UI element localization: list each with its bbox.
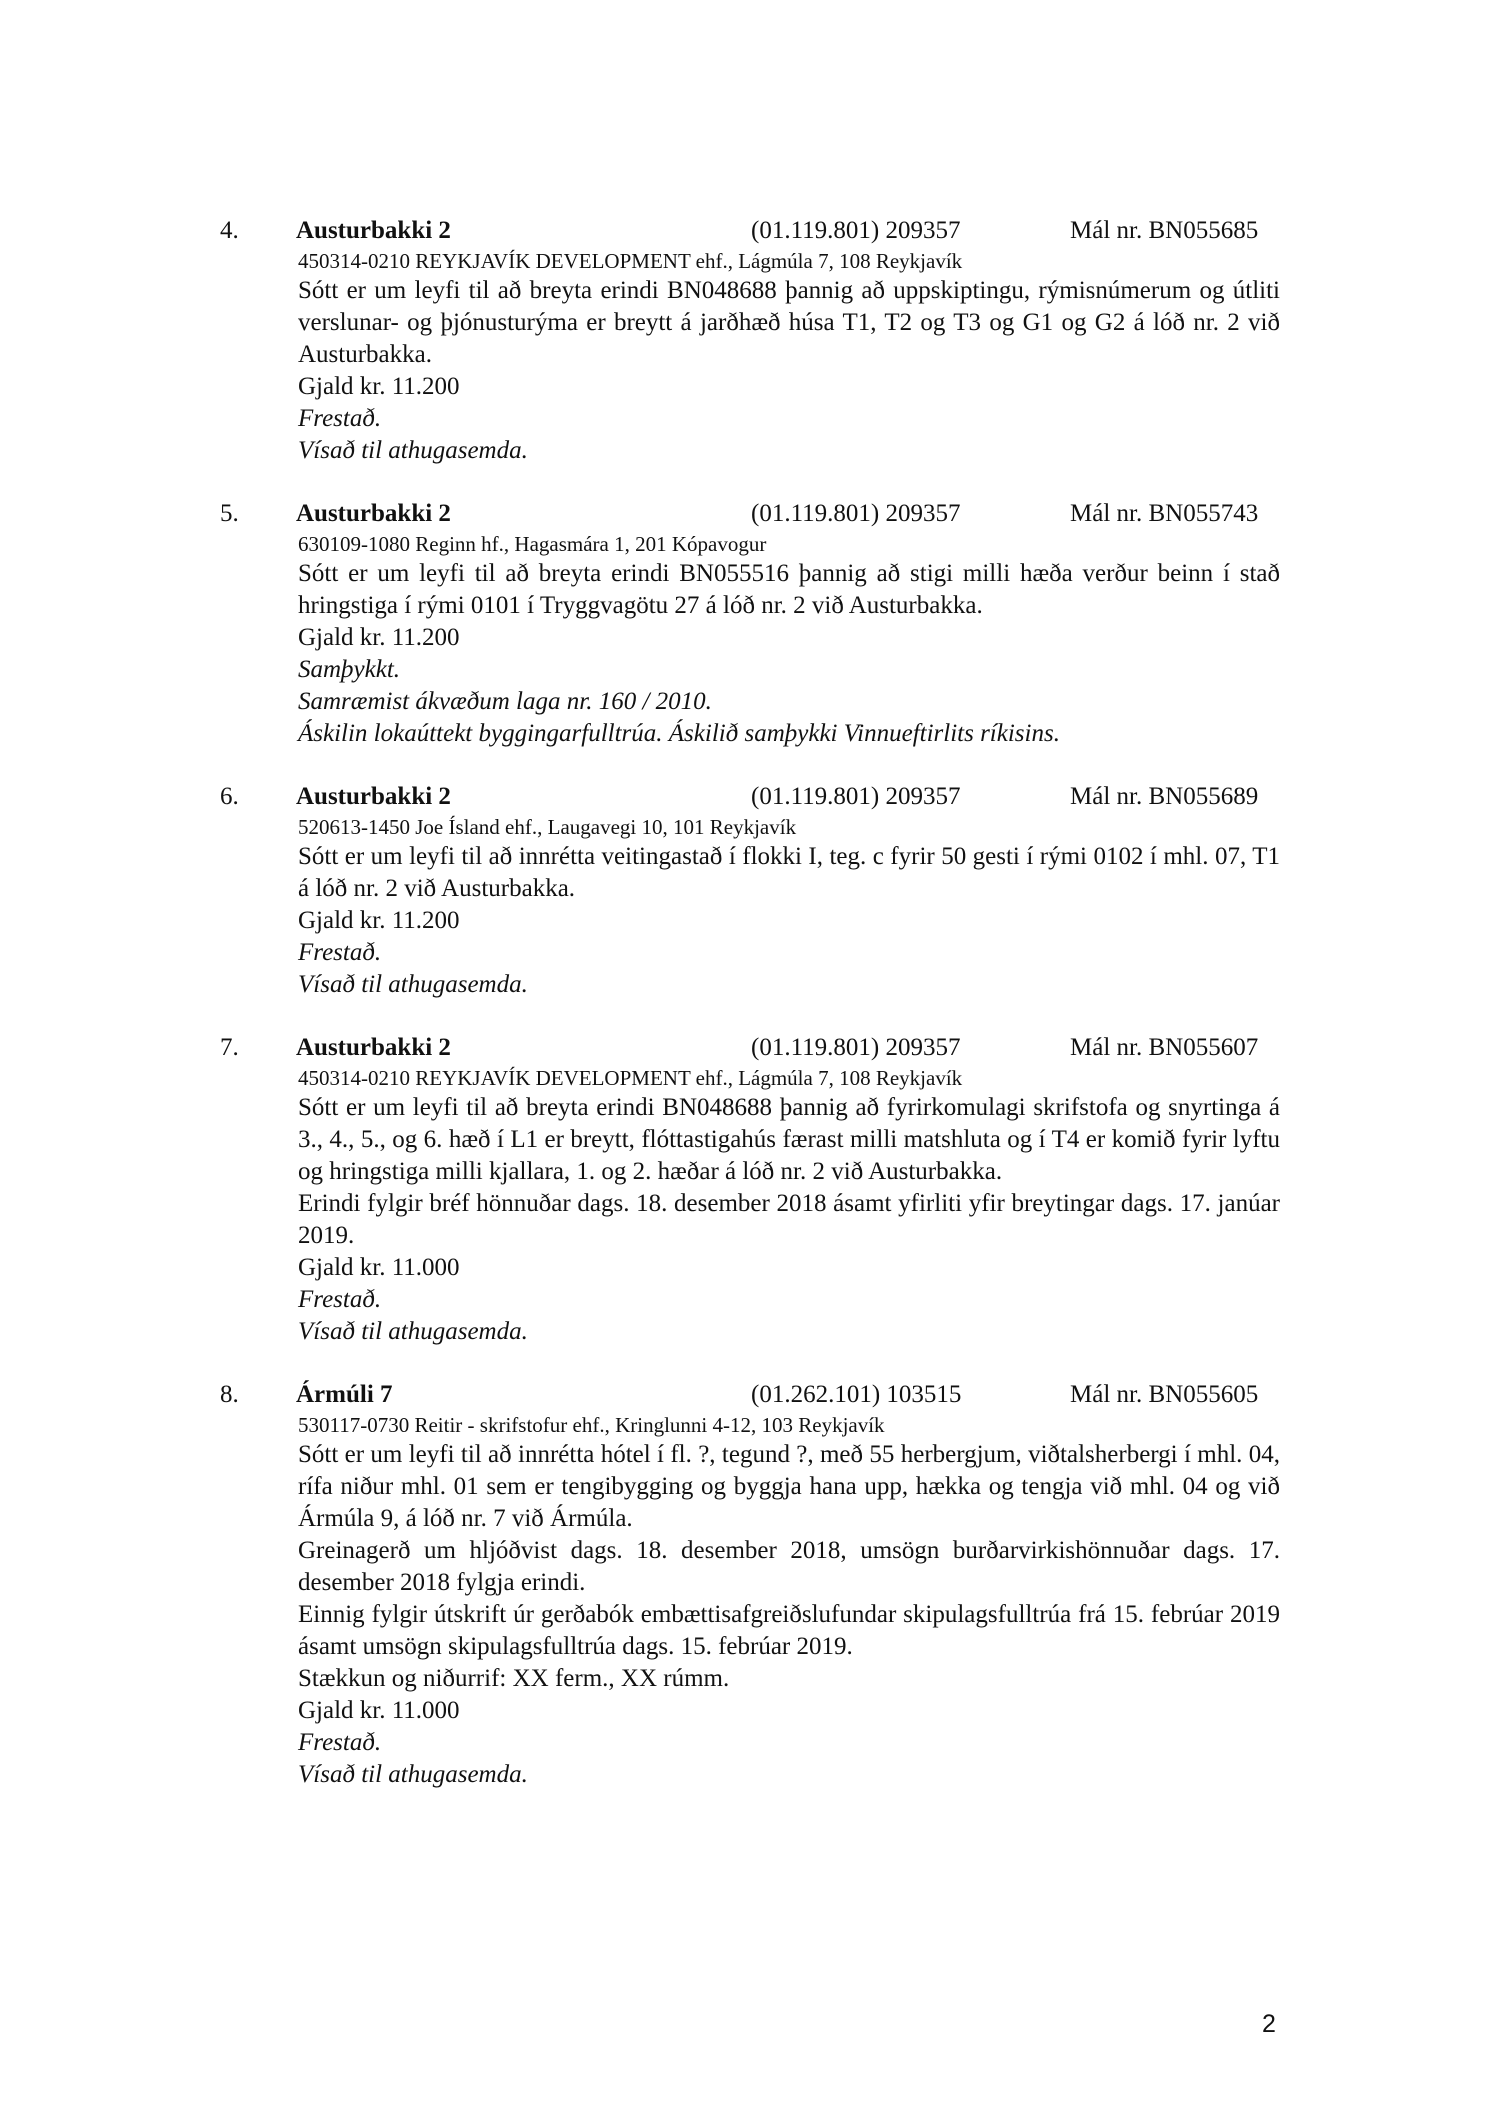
applicant: 630109-1080 Reginn hf., Hagasmára 1, 201 Kópavogur: [298, 532, 767, 556]
decision-line: Vísað til athugasemda.: [298, 1318, 528, 1345]
case-description: Sótt er um leyfi til að breyta erindi BN055516 þannig að stigi milli hæða verður beinn í stað hringstiga í rými 0101 í Tryggvagötu 27 á lóð nr. 2 við Austurbakka.: [298, 560, 1280, 619]
case-description: Sótt er um leyfi til að breyta erindi BN048688 þannig að uppskiptingu, rýmisnúmerum og útliti verslunar- og þjónusturýma er breytt á jarðhæð húsa T1, T2 og T3 og G1 og G2 á lóð nr. 2 við Austurbakka.: [298, 277, 1280, 368]
case-number: 6.: [220, 783, 239, 810]
applicant: 520613-1450 Joe Ísland ehf., Laugavegi 10, 101 Reykjavík: [298, 815, 797, 839]
case-reference: Mál nr. BN055607: [1070, 1034, 1259, 1061]
case-reference: Mál nr. BN055605: [1070, 1381, 1259, 1408]
decision-line: Frestað.: [298, 1286, 382, 1313]
case-body: [298, 813, 1280, 1001]
decision-line: Vísað til athugasemda.: [298, 971, 528, 998]
lot-number: (01.119.801) 209357: [751, 783, 961, 810]
case-number: 5.: [220, 500, 239, 527]
case-item: [220, 780, 1280, 1001]
lot-number: (01.119.801) 209357: [751, 217, 961, 244]
decision-line: Samþykkt.: [298, 656, 401, 683]
case-item: [220, 1378, 1280, 1791]
decision-line: Áskilin lokaúttekt byggingarfulltrúa. Áskilið samþykki Vinnueftirlits ríkisins.: [298, 720, 1060, 747]
fee: Gjald kr. 11.000: [298, 1254, 460, 1281]
applicant: 530117-0730 Reitir - skrifstofur ehf., Kringlunni 4-12, 103 Reykjavík: [298, 1413, 885, 1437]
case-body: [298, 1064, 1280, 1348]
case-header: [220, 497, 1280, 530]
case-description: Sótt er um leyfi til að innrétta hótel í fl. ?, tegund ?, með 55 herbergjum, viðtalsherbergi í mhl. 04, rífa niður mhl. 01 sem er tengibygging og byggja hana upp, hækka og tengja við mhl. 04 og við Ármúla 9, á lóð nr. 7 við Ármúla.: [298, 1441, 1280, 1532]
case-address: Austurbakki 2: [296, 500, 451, 527]
case-reference: Mál nr. BN055689: [1070, 783, 1259, 810]
case-header: [220, 1031, 1280, 1064]
case-number: 7.: [220, 1034, 239, 1061]
fee: Gjald kr. 11.200: [298, 624, 460, 651]
case-address: Austurbakki 2: [296, 217, 451, 244]
case-item: [220, 214, 1280, 467]
case-item: [220, 1031, 1280, 1348]
decision-line: Vísað til athugasemda.: [298, 1761, 528, 1788]
case-address: Ármúli 7: [296, 1381, 393, 1408]
case-header: [220, 214, 1280, 247]
case-header: [220, 1378, 1280, 1411]
fee: Gjald kr. 11.200: [298, 907, 460, 934]
case-item: [220, 497, 1280, 750]
case-number: 4.: [220, 217, 239, 244]
case-header: [220, 780, 1280, 813]
case-body: [298, 1411, 1280, 1791]
case-reference: Mál nr. BN055743: [1070, 500, 1259, 527]
case-body: [298, 247, 1280, 467]
attachment-note: Einnig fylgir útskrift úr gerðabók embættisafgreiðslufundar skipulagsfulltrúa frá 15. febrúar 2019 ásamt umsögn skipulagsfulltrúa dags. 15. febrúar 2019.: [298, 1601, 1280, 1660]
case-list: [220, 214, 1280, 1791]
case-address: Austurbakki 2: [296, 783, 451, 810]
fee: Gjald kr. 11.000: [298, 1697, 460, 1724]
decision-line: Frestað.: [298, 939, 382, 966]
decision-line: Vísað til athugasemda.: [298, 437, 528, 464]
lot-number: (01.119.801) 209357: [751, 500, 961, 527]
case-body: [298, 530, 1280, 750]
case-reference: Mál nr. BN055685: [1070, 217, 1259, 244]
attachment-note: Greinagerð um hljóðvist dags. 18. desember 2018, umsögn burðarvirkishönnuðar dags. 17. desember 2018 fylgja erindi.: [298, 1537, 1280, 1596]
decision-line: Frestað.: [298, 1729, 382, 1756]
lot-number: (01.119.801) 209357: [751, 1034, 961, 1061]
applicant: 450314-0210 REYKJAVÍK DEVELOPMENT ehf., Lágmúla 7, 108 Reykjavík: [298, 1066, 963, 1090]
decision-line: Frestað.: [298, 405, 382, 432]
case-number: 8.: [220, 1381, 239, 1408]
decision-line: Samræmist ákvæðum laga nr. 160 / 2010.: [298, 688, 712, 715]
page-number: 2: [1262, 2010, 1276, 2038]
case-address: Austurbakki 2: [296, 1034, 451, 1061]
lot-number: (01.262.101) 103515: [751, 1381, 962, 1408]
applicant: 450314-0210 REYKJAVÍK DEVELOPMENT ehf., Lágmúla 7, 108 Reykjavík: [298, 249, 963, 273]
attachment-note: Erindi fylgir bréf hönnuðar dags. 18. desember 2018 ásamt yfirliti yfir breytingar dags. 17. janúar 2019.: [298, 1190, 1280, 1249]
attachment-note: Stækkun og niðurrif: XX ferm., XX rúmm.: [298, 1665, 730, 1692]
fee: Gjald kr. 11.200: [298, 373, 460, 400]
case-description: Sótt er um leyfi til að breyta erindi BN048688 þannig að fyrirkomulagi skrifstofa og snyrtinga á 3., 4., 5., og 6. hæð í L1 er breytt, flóttastigahús færast milli matshluta og í T4 er komið fyrir lyftu og hringstiga milli kjallara, 1. og 2. hæðar á lóð nr. 2 við Austurbakka.: [298, 1094, 1280, 1185]
case-description: Sótt er um leyfi til að innrétta veitingastað í flokki I, teg. c fyrir 50 gesti í rými 0102 í mhl. 07, T1 á lóð nr. 2 við Austurbakka.: [298, 843, 1280, 902]
